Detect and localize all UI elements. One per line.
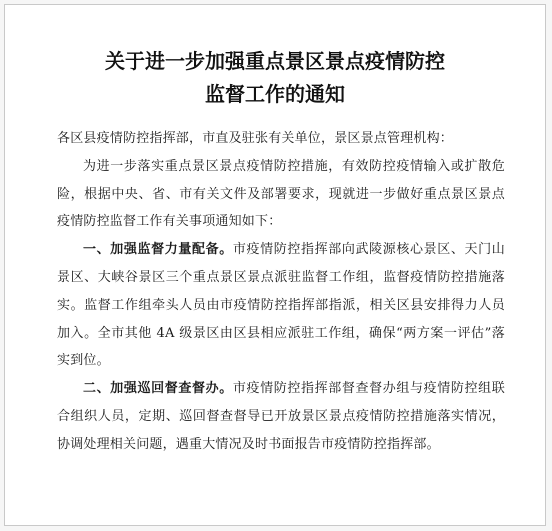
document-body	[57, 125, 505, 459]
title-line-1: 关于进一步加强重点景区景点疫情防控	[105, 49, 445, 73]
section-1-text: 市疫情防控指挥部向武陵源核心景区、天门山景区、大峡谷景区三个重点景区景点派驻监督工作组，监督疫情防控措施落实。监督工作组牵头人员由市疫情防控指挥部指派，相关区县安排得力人员加入。全市其他 4A 级景区由区县相应派驻工作组，确保“两方案一评估”落实到位。	[57, 242, 505, 369]
section-2-heading: 二、加强巡回督查督办。	[83, 381, 233, 397]
section-2-text: 市疫情防控指挥部督查督办组与疫情防控组联合组织人员，定期、巡回督查督导已开放景区景点疫情防控措施落实情况，协调处理相关问题，遇重大情况及时书面报告市疫情防控指挥部。	[57, 381, 505, 452]
intro-paragraph: 为进一步落实重点景区景点疫情防控措施，有效防控疫情输入或扩散危险，根据中央、省、市有关文件及部署要求，现就进一步做好重点景区景点疫情防控监督工作有关事项通知如下：	[57, 158, 505, 230]
title-line-2: 监督工作的通知	[205, 82, 345, 106]
section-2-paragraph	[57, 375, 505, 458]
salutation: 各区县疫情防控指挥部，市直及驻张有关单位，景区景点管理机构：	[57, 131, 454, 146]
document-page	[4, 4, 546, 526]
document-title	[5, 45, 545, 111]
section-1-paragraph	[57, 236, 505, 375]
section-1-heading: 一、加强监督力量配备。	[83, 242, 233, 258]
